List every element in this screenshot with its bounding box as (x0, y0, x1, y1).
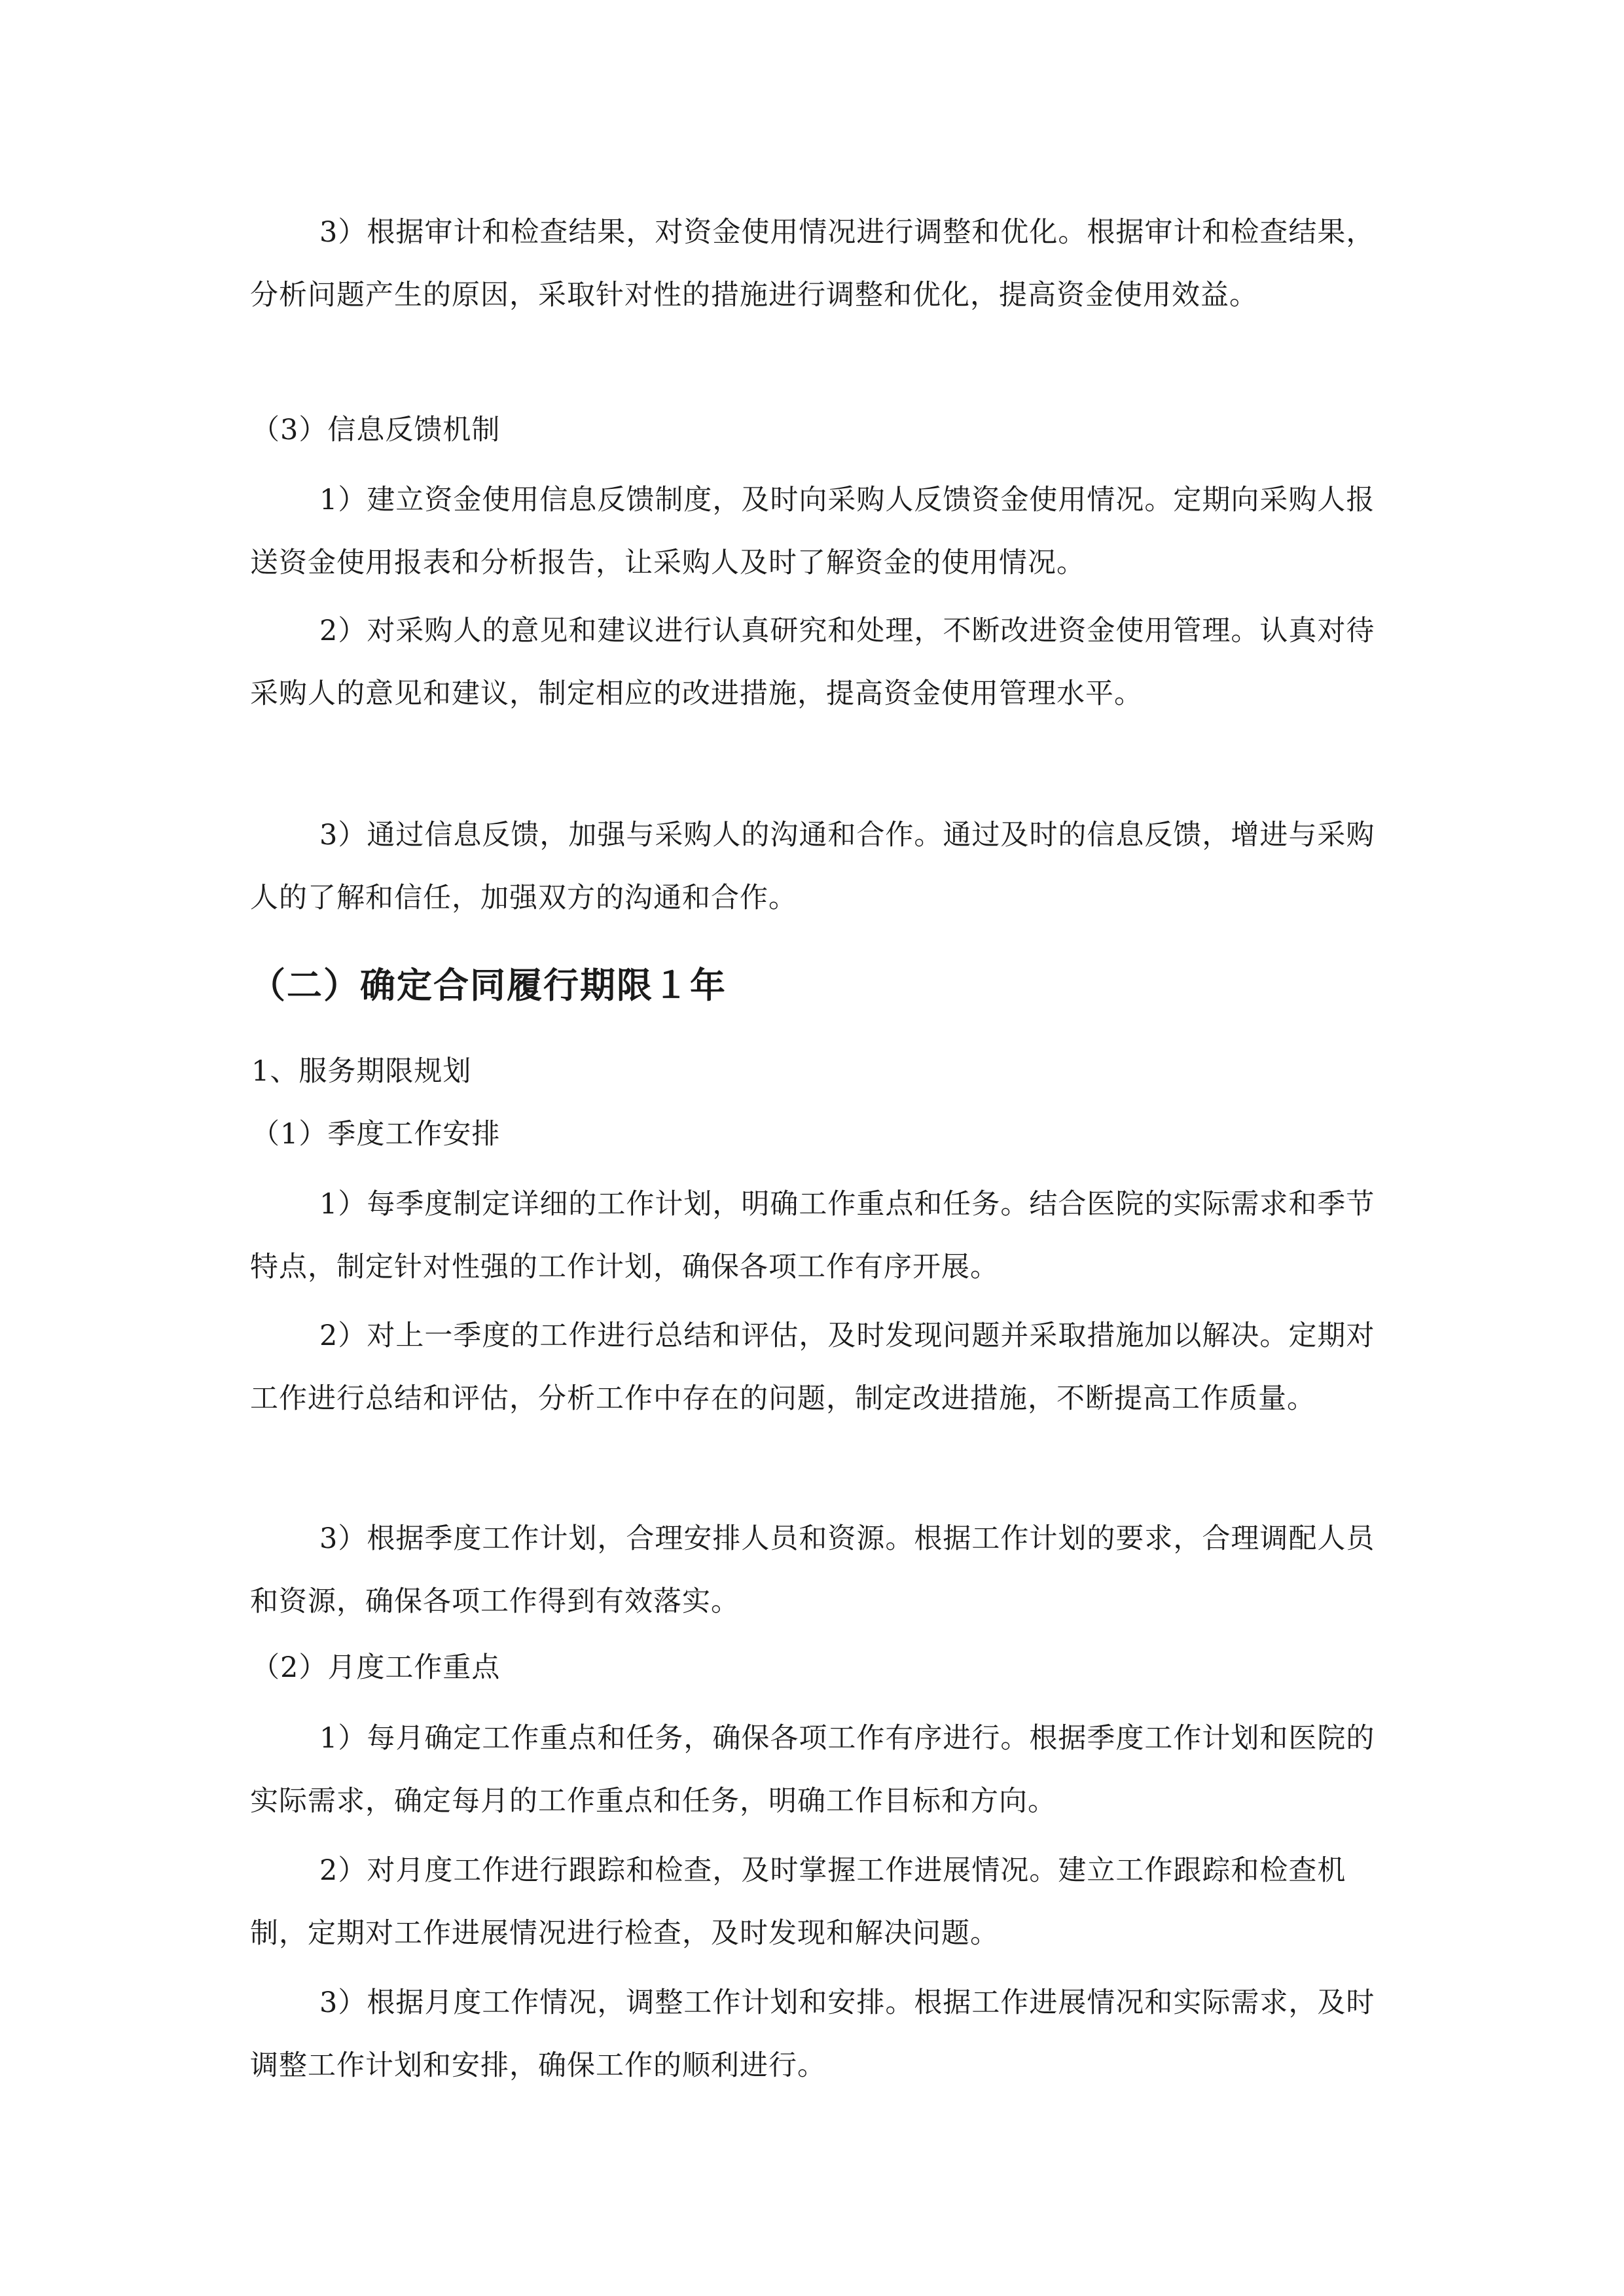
paragraph: 2）对上一季度的工作进行总结和评估，及时发现问题并采取措施加以解决。定期对工作进行总结和评估，分析工作中存在的问题，制定改进措施，不断提高工作质量。 (250, 1319, 1375, 1415)
paragraph: 1）每季度制定详细的工作计划，明确工作重点和任务。结合医院的实际需求和季节特点，制定针对性强的工作计划，确保各项工作有序开展。 (250, 1188, 1375, 1283)
paragraph: 3）根据月度工作情况，调整工作计划和安排。根据工作进展情况和实际需求，及时调整工作计划和安排，确保工作的顺利进行。 (250, 1986, 1375, 2082)
subheading: （3）信息反馈机制 (251, 414, 501, 446)
paragraph: 2）对采购人的意见和建议进行认真研究和处理，不断改进资金使用管理。认真对待采购人的意见和建议，制定相应的改进措施，提高资金使用管理水平。 (250, 615, 1375, 710)
paragraph: 1）建立资金使用信息反馈制度，及时向采购人反馈资金使用情况。定期向采购人报送资金使用报表和分析报告，让采购人及时了解资金的使用情况。 (250, 484, 1375, 579)
subheading: （2）月度工作重点 (251, 1651, 501, 1684)
paragraph: 2）对月度工作进行跟踪和检查，及时掌握工作进展情况。建立工作跟踪和检查机制，定期对工作进展情况进行检查，及时发现和解决问题。 (250, 1854, 1346, 1950)
subsection-heading: 1、服务期限规划 (251, 1055, 472, 1088)
paragraph: 1）每月确定工作重点和任务，确保各项工作有序进行。根据季度工作计划和医院的实际需求，确定每月的工作重点和任务，明确工作目标和方向。 (250, 1722, 1375, 1818)
paragraph: 3）根据审计和检查结果，对资金使用情况进行调整和优化。根据审计和检查结果，分析问题产生的原因，采取针对性的措施进行调整和优化，提高资金使用效益。 (250, 216, 1375, 312)
subheading: （1）季度工作安排 (251, 1118, 501, 1151)
section-heading: （二）确定合同履行期限１年 (250, 964, 727, 1006)
paragraph: 3）根据季度工作计划，合理安排人员和资源。根据工作计划的要求，合理调配人员和资源，确保各项工作得到有效落实。 (250, 1522, 1375, 1618)
paragraph: 3）通过信息反馈，加强与采购人的沟通和合作。通过及时的信息反馈，增进与采购人的了解和信任，加强双方的沟通和合作。 (250, 819, 1375, 914)
